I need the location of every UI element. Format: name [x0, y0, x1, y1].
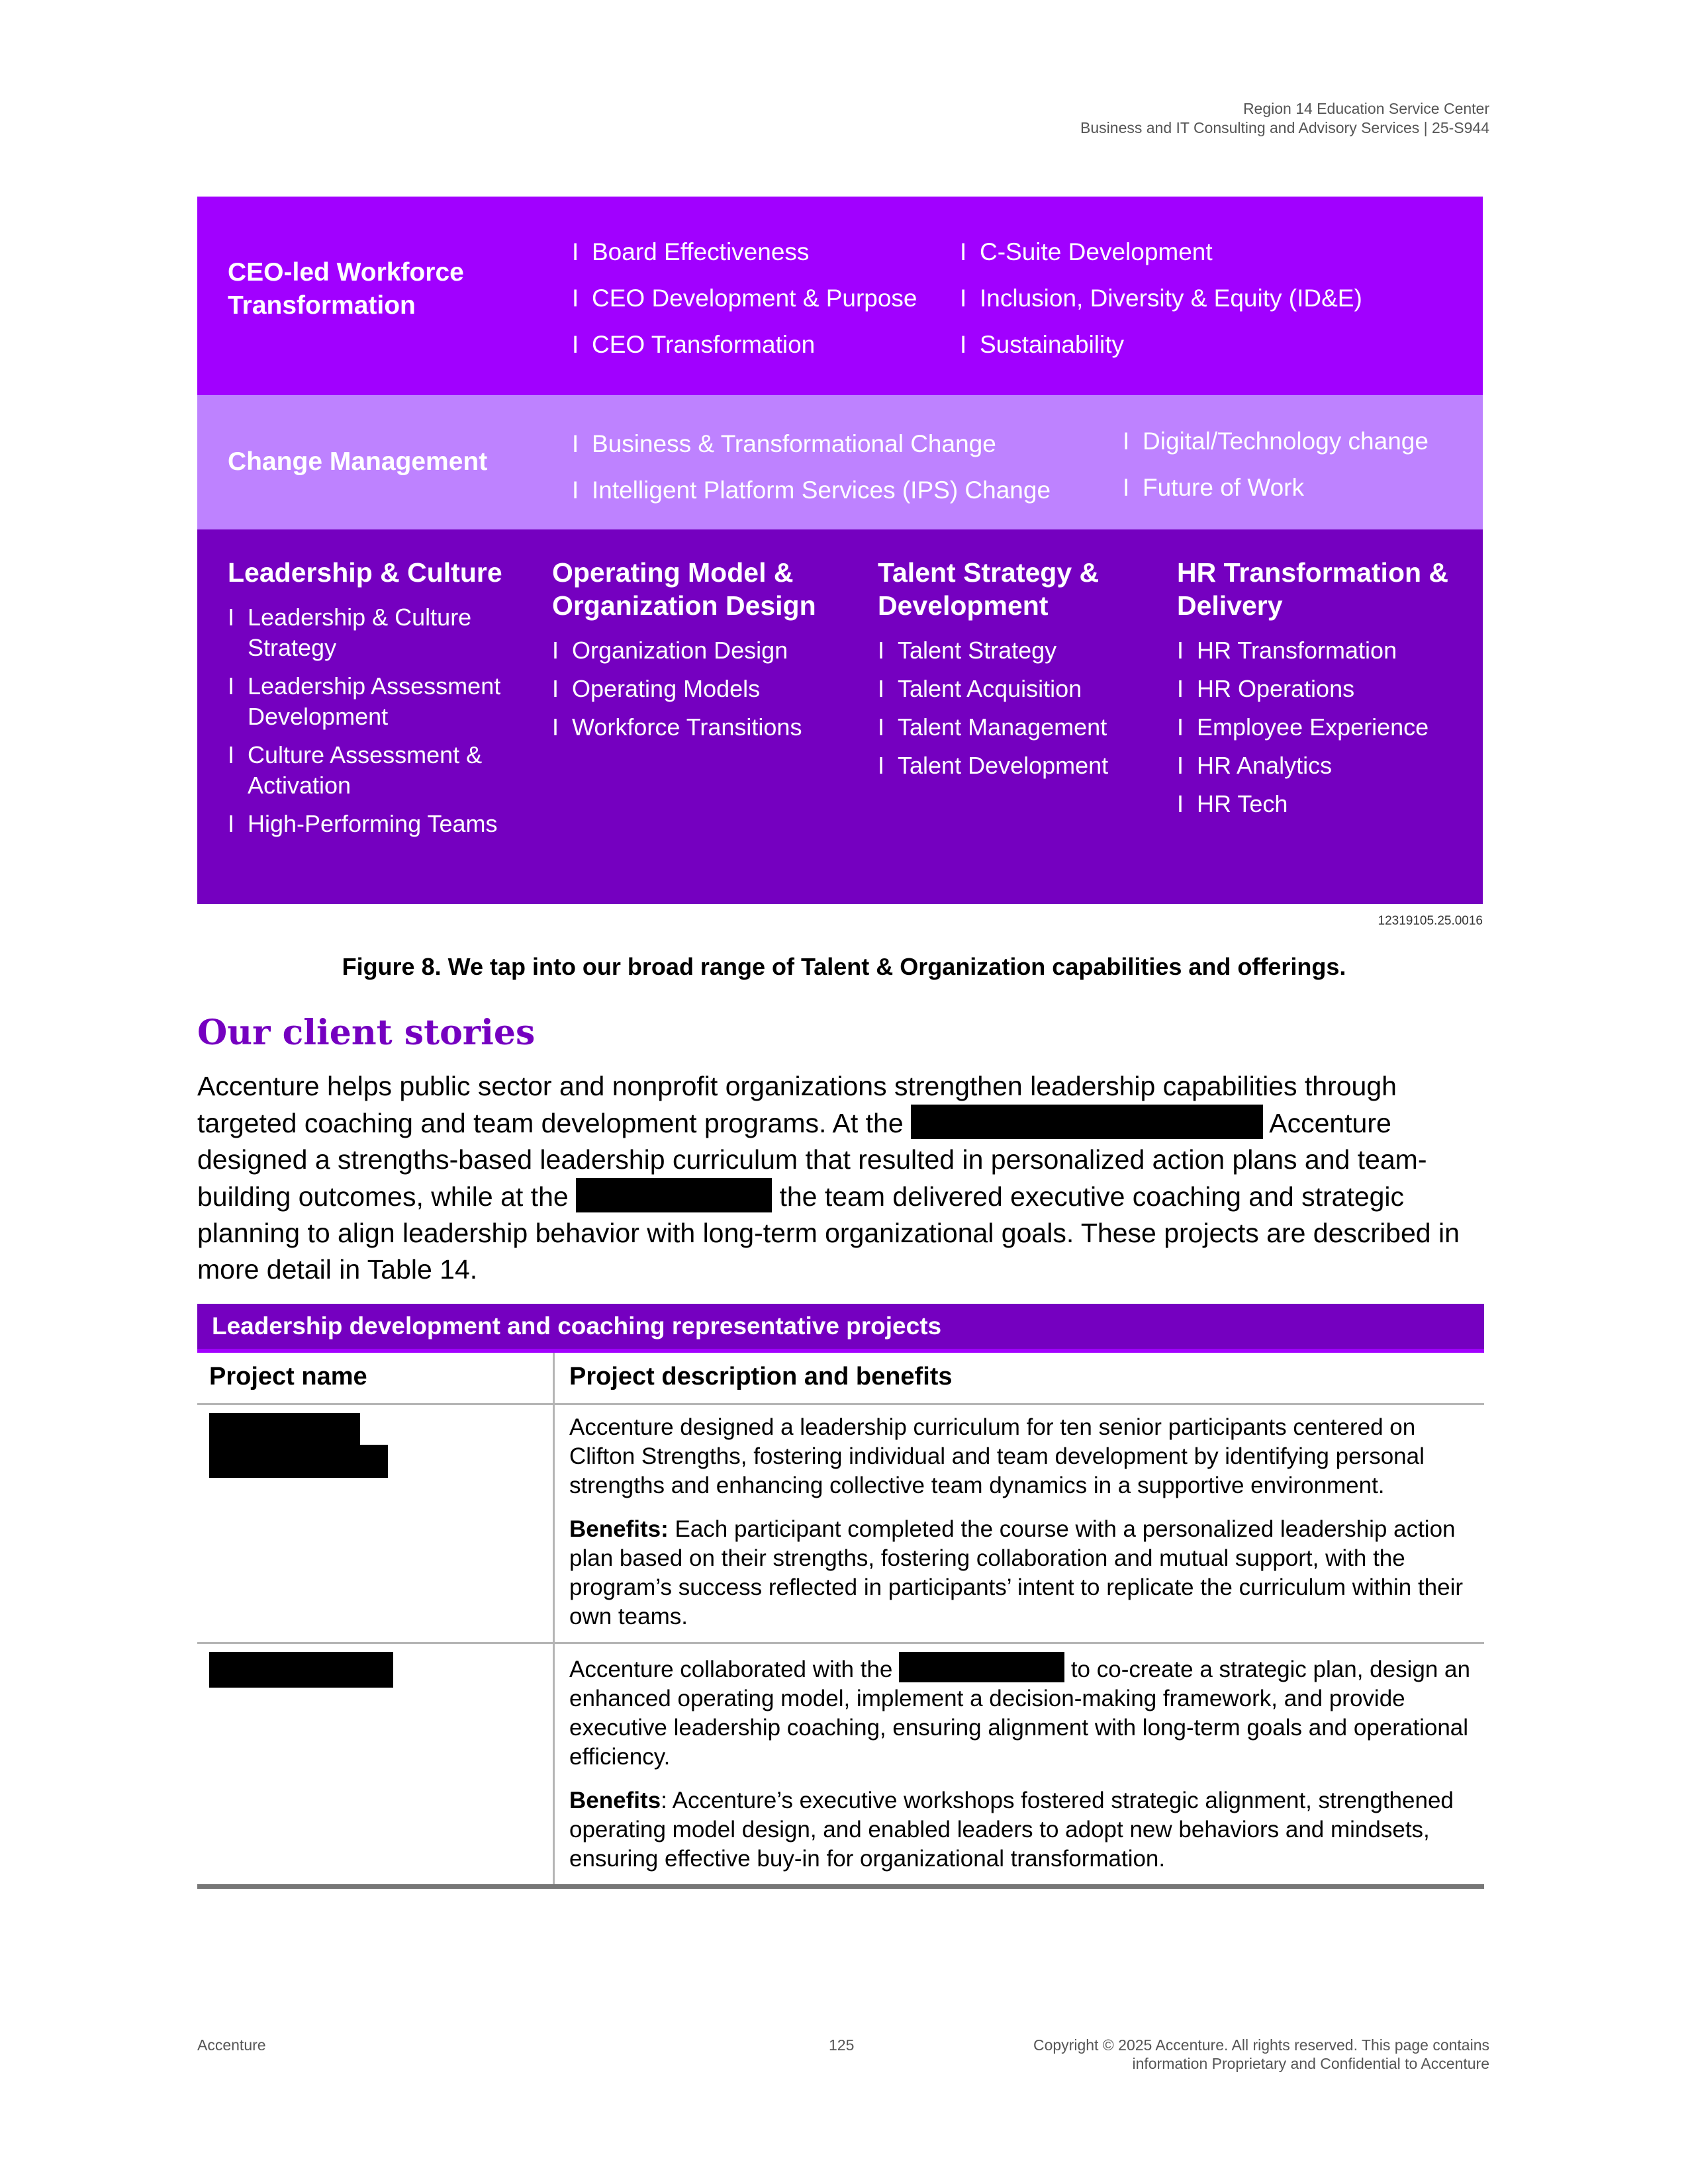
- figure-caption: Figure 8. We tap into our broad range of Talent & Organization capabilities and offerings.: [342, 953, 1346, 980]
- column-item: I HR Operations: [1177, 674, 1468, 704]
- band-item: I C-Suite Development: [960, 236, 1213, 268]
- projects-table: [197, 1304, 1484, 1889]
- benefits-text: : Accenture’s executive workshops fostered strategic alignment, strengthened operating model design, and enabled leaders to adopt new behaviors and mindsets, ensuring effective buy-in for organizational transformation.: [569, 1788, 1454, 1872]
- project-benefits: [569, 1515, 1471, 1631]
- benefits-label: Benefits: [569, 1788, 661, 1813]
- redaction-block: [209, 1413, 360, 1445]
- band-item: I Board Effectiveness: [572, 236, 809, 268]
- capability-column: [228, 556, 532, 847]
- column-item: I Talent Strategy: [878, 635, 1156, 666]
- column-item: I Leadership Assessment Development: [228, 671, 532, 732]
- description-text: to co-create a strategic plan, design an enhanced operating model, implement a decision-making framework, and provide executive leadership coaching, ensuring alignment with long-term goals and operational efficiency.: [569, 1657, 1470, 1770]
- page-header: [1080, 99, 1489, 138]
- copyright-line: information Proprietary and Confidential to Accenture: [1132, 2055, 1489, 2072]
- benefits-text: Each participant completed the course with a personalized leadership action plan based on their strengths, fostering collaboration and mutual support, with the program’s success reflected in participants’ intent to replicate the curriculum within their own teams.: [569, 1516, 1464, 1629]
- redaction-block: [911, 1105, 1263, 1139]
- column-item: I Employee Experience: [1177, 712, 1468, 743]
- capabilities-figure: [197, 197, 1483, 928]
- project-description: Accenture designed a leadership curriculum for ten senior participants centered on Clifton Strengths, fostering individual and team development by identifying personal strengths and enhancing collective team dynamics in a supportive environment.: [569, 1414, 1425, 1498]
- band-title: Change Management: [228, 447, 488, 476]
- project-description-cell: [555, 1644, 1484, 1884]
- column-item: I HR Analytics: [1177, 751, 1468, 781]
- column-item: I Talent Acquisition: [878, 674, 1156, 704]
- column-title: Operating Model & Organization Design: [552, 557, 816, 621]
- band-item: I CEO Transformation: [572, 329, 815, 361]
- benefits-label: Benefits:: [569, 1516, 669, 1542]
- section-paragraph: [197, 1068, 1488, 1288]
- footer-left: Accenture: [197, 2036, 266, 2054]
- column-item: I Workforce Transitions: [552, 712, 857, 743]
- footer-copyright: [1033, 2036, 1489, 2073]
- capability-column: [1177, 556, 1468, 827]
- paragraph-text: Accenture helps public sector and nonprofit organizations strengthen leadership capabilities through targeted coaching and team development programs. At the: [197, 1071, 1397, 1138]
- capability-column: [552, 556, 857, 751]
- column-item: I High-Performing Teams: [228, 809, 532, 839]
- project-name-cell: [197, 1405, 555, 1642]
- paragraph-text: Accenture designed a strengths-based leadership curriculum that resulted in personalized action plans and team-building outcomes, while at the: [197, 1108, 1427, 1212]
- figure-id: 12319105.25.0016: [1378, 914, 1483, 928]
- column-item: I HR Tech: [1177, 789, 1468, 819]
- column-header: Project name: [197, 1353, 555, 1403]
- band-change-management: [197, 395, 1483, 529]
- capability-column: [878, 556, 1156, 789]
- copyright-line: Copyright © 2025 Accenture. All rights reserved. This page contains: [1033, 2036, 1489, 2054]
- band-item: I Intelligent Platform Services (IPS) Change: [572, 475, 1051, 506]
- band-item: I Business & Transformational Change: [572, 428, 996, 460]
- band-item: I Digital/Technology change: [1123, 426, 1429, 457]
- paragraph-text: the team delivered executive coaching and strategic planning to align leadership behavior with long-term organizational goals. These projects are described in more detail in Table 14.: [197, 1181, 1460, 1285]
- band-ceo-workforce: [197, 197, 1483, 395]
- band-item: I Inclusion, Diversity & Equity (ID&E): [960, 283, 1362, 314]
- header-line-1: Region 14 Education Service Center: [1243, 100, 1489, 117]
- column-item: I Talent Management: [878, 712, 1156, 743]
- section-heading: Our client stories: [197, 1013, 536, 1053]
- column-title: Talent Strategy & Development: [878, 557, 1100, 621]
- column-item: I Culture Assessment & Activation: [228, 740, 532, 801]
- redaction-block: [209, 1652, 393, 1688]
- band-item: I Future of Work: [1123, 472, 1304, 504]
- table-header-row: [197, 1353, 1484, 1405]
- column-item: I Operating Models: [552, 674, 857, 704]
- table-row: [197, 1644, 1484, 1889]
- header-line-2: Business and IT Consulting and Advisory Services | 25-S944: [1080, 119, 1489, 136]
- table-title: Leadership development and coaching representative projects: [197, 1304, 1484, 1353]
- table-row: [197, 1405, 1484, 1644]
- page-number: 125: [829, 2036, 855, 2054]
- column-title: HR Transformation & Delivery: [1177, 557, 1449, 621]
- project-description: [569, 1652, 1471, 1772]
- redaction-block: [576, 1178, 772, 1212]
- project-name-cell: [197, 1644, 555, 1884]
- band-title: CEO-led Workforce Transformation: [228, 258, 464, 320]
- project-description-cell: [555, 1405, 1484, 1642]
- column-item: I Organization Design: [552, 635, 857, 666]
- band-capability-columns: [197, 529, 1483, 904]
- description-text: Accenture collaborated with the: [569, 1657, 893, 1682]
- redaction-block: [899, 1652, 1064, 1682]
- column-item: I Talent Development: [878, 751, 1156, 781]
- project-benefits: [569, 1786, 1471, 1874]
- column-item: I Leadership & Culture Strategy: [228, 602, 532, 663]
- redaction-block: [209, 1445, 388, 1478]
- column-title: Leadership & Culture: [228, 557, 502, 588]
- band-item: I CEO Development & Purpose: [572, 283, 917, 314]
- band-item: I Sustainability: [960, 329, 1124, 361]
- column-header: Project description and benefits: [569, 1363, 953, 1390]
- column-item: I HR Transformation: [1177, 635, 1468, 666]
